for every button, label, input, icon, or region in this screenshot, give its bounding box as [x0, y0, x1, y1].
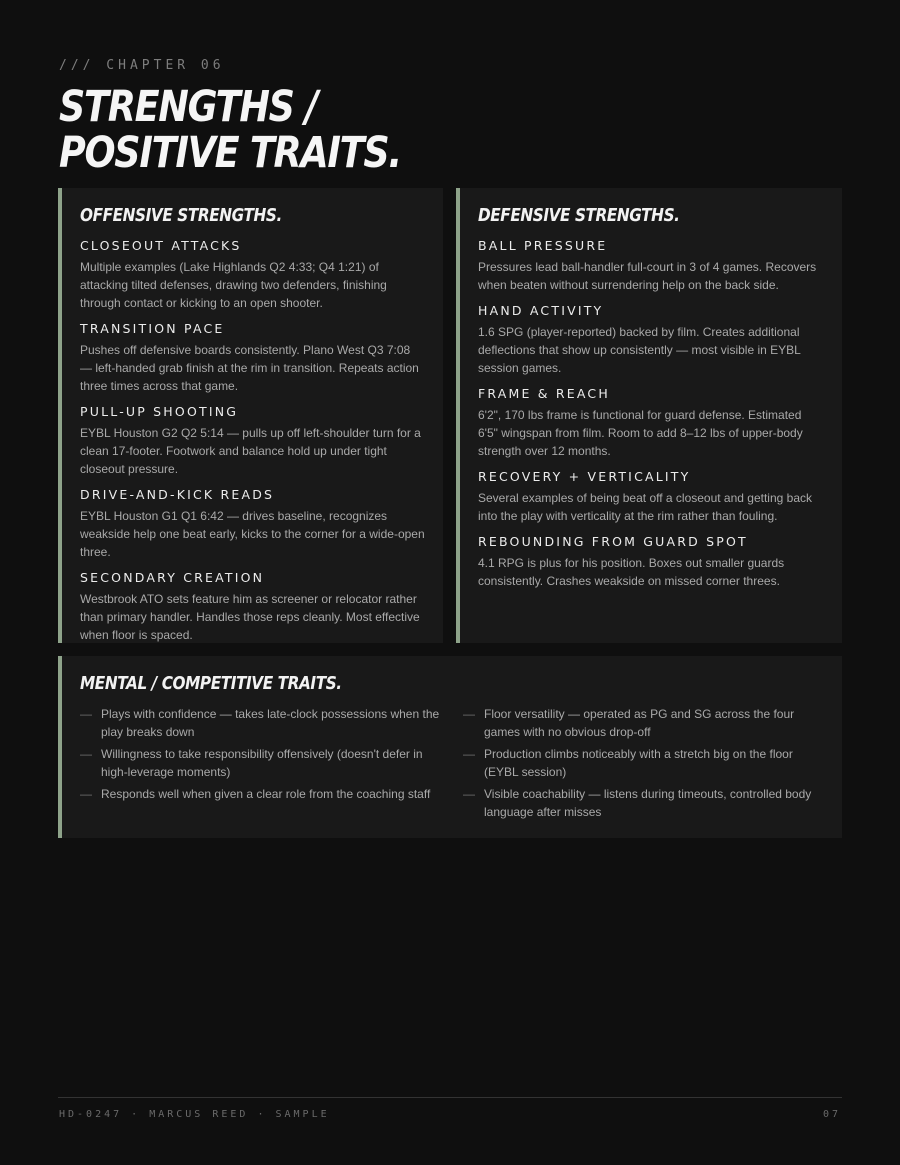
item-body: 1.6 SPG (player-reported) backed by film. Creates additional deflections that show up consistently — most visible in EYBL session games. — [478, 325, 801, 375]
trait-text: Responds well when given a clear role from the coaching staff — [101, 787, 431, 801]
item-heading: CLOSEOUT ATTACKS — [80, 238, 242, 253]
item-body: Westbrook ATO sets feature him as screener or relocator rather than primary handler. Handles those reps cleanly. Most effective when floor is spaced. — [80, 592, 420, 642]
defensive-item — [478, 385, 824, 460]
offensive-item — [80, 403, 425, 478]
trait-list-item — [80, 705, 441, 741]
page-title-line-2: POSITIVE TRAITS. — [59, 128, 402, 178]
trait-list-item — [463, 705, 824, 741]
item-heading: DRIVE-AND-KICK READS — [80, 487, 275, 502]
offensive-item — [80, 486, 425, 561]
trait-text: Production climbs noticeably with a stretch big on the floor (EYBL session) — [484, 747, 793, 779]
trait-text: Plays with confidence — takes late-clock possessions when the play breaks down — [101, 707, 440, 739]
trait-list-item — [463, 745, 824, 781]
item-heading: PULL-UP SHOOTING — [80, 404, 239, 419]
item-heading: HAND ACTIVITY — [478, 303, 604, 318]
item-body: Pushes off defensive boards consistently. Plano West Q3 7:08 — left-handed grab finish at the rim in transition. Repeats action three times across that game. — [80, 343, 419, 393]
defensive-item — [478, 533, 824, 590]
footer-page-number: 07 — [822, 1109, 841, 1120]
item-heading: FRAME & REACH — [478, 386, 610, 401]
mental-traits-title: MENTAL / COMPETITIVE TRAITS. — [80, 673, 342, 694]
trait-text: Willingness to take responsibility offensively (doesn't defer in high-leverage moments) — [101, 747, 423, 779]
page-title — [59, 84, 401, 176]
dash-bullet: — — [80, 747, 92, 761]
chapter-eyebrow: /// CHAPTER 06 — [59, 58, 225, 73]
trait-list-item — [80, 785, 441, 803]
trait-text: Visible coachability — listens during timeouts, controlled body language after misses — [484, 787, 812, 819]
defensive-item — [478, 237, 824, 294]
mental-traits-card — [58, 656, 842, 838]
dash-bullet: — — [80, 787, 92, 801]
offensive-item — [80, 237, 425, 312]
defensive-item — [478, 468, 824, 525]
dash-bullet: — — [463, 747, 475, 761]
traits-right-column — [463, 705, 824, 825]
offensive-item — [80, 320, 425, 395]
offensive-item — [80, 569, 425, 644]
item-body: 4.1 RPG is plus for his position. Boxes out smaller guards consistently. Crashes weakside on missed corner threes. — [478, 556, 785, 588]
item-body: Several examples of being beat off a closeout and getting back into the play with verticality at the rim rather than fouling. — [478, 491, 813, 523]
trait-text: Floor versatility — operated as PG and SG across the four games with no obvious drop-off — [484, 707, 795, 739]
defensive-item — [478, 302, 824, 377]
page-title-line-1: STRENGTHS / — [59, 82, 318, 132]
traits-left-column — [80, 705, 441, 825]
dash-bullet: — — [463, 787, 475, 801]
item-body: Multiple examples (Lake Highlands Q2 4:33; Q4 1:21) of attacking tilted defenses, drawing two defenders, finishing through contact or kicking to an open shooter. — [80, 260, 387, 310]
item-heading: TRANSITION PACE — [80, 321, 225, 336]
offensive-strengths-card — [58, 188, 443, 643]
item-heading: SECONDARY CREATION — [80, 570, 265, 585]
footer-divider — [58, 1097, 842, 1098]
item-body: EYBL Houston G2 Q2 5:14 — pulls up off left-shoulder turn for a clean 17-footer. Footwork and balance hold up under tight closeout pressure. — [80, 426, 421, 476]
offensive-strengths-title: OFFENSIVE STRENGTHS. — [80, 205, 282, 226]
item-heading: REBOUNDING FROM GUARD SPOT — [478, 534, 748, 549]
trait-list-item — [463, 785, 824, 821]
traits-columns — [80, 705, 824, 825]
item-heading: RECOVERY + VERTICALITY — [478, 469, 691, 484]
trait-list-item — [80, 745, 441, 781]
item-body: Pressures lead ball-handler full-court in 3 of 4 games. Recovers when beaten without surrendering help on the back side. — [478, 260, 817, 292]
item-body: 6'2", 170 lbs frame is functional for guard defense. Estimated 6'5" wingspan from film. Room to add 8–12 lbs of upper-body strength over 12 months. — [478, 408, 803, 458]
item-heading: BALL PRESSURE — [478, 238, 608, 253]
dash-bullet: — — [463, 707, 475, 721]
footer-document-id: HD-0247 · MARCUS REED · SAMPLE — [59, 1109, 330, 1120]
item-body: EYBL Houston G1 Q1 6:42 — drives baseline, recognizes weakside help one beat early, kicks to the corner for a wide-open three. — [80, 509, 425, 559]
dash-bullet: — — [80, 707, 92, 721]
defensive-strengths-title: DEFENSIVE STRENGTHS. — [478, 205, 680, 226]
defensive-strengths-card — [456, 188, 842, 643]
